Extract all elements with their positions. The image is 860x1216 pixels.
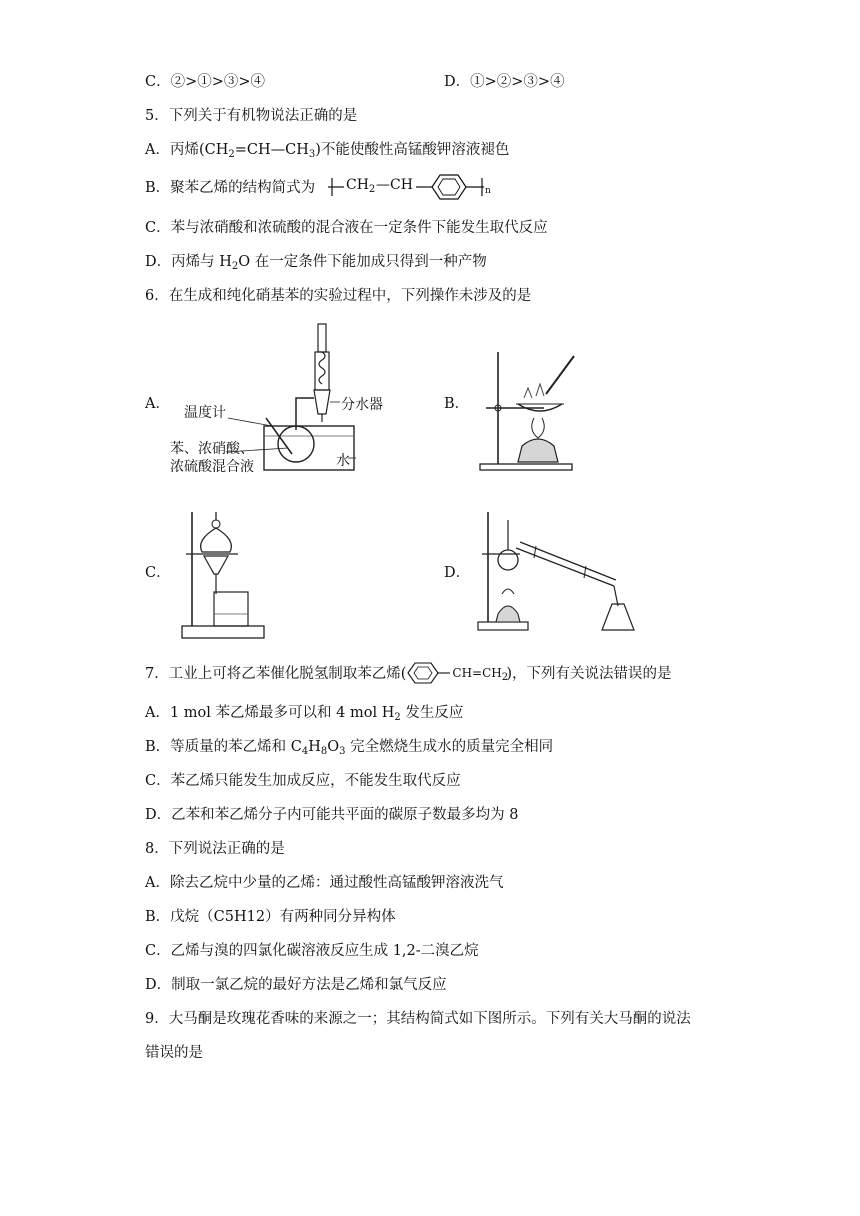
q4-option-c: C．②>①>③>④	[145, 74, 266, 90]
q9-stem-line2: 错误的是	[145, 1045, 203, 1061]
q5-option-b: B．聚苯乙烯的结构简式为	[145, 180, 316, 196]
formula-dash: —	[376, 177, 390, 193]
q8-option-a: A．除去乙烷中少量的乙烯：通过酸性高锰酸钾溶液洗气	[145, 875, 504, 891]
q7-option-c: C．苯乙烯只能发生加成反应，不能发生取代反应	[145, 773, 461, 789]
label-thermometer: 温度计	[184, 405, 226, 421]
q8-option-c: C．乙烯与溴的四氯化碳溶液反应生成 1,2-二溴乙烷	[145, 943, 479, 959]
q7-option-b: B．等质量的苯乙烯和 $C_4H_8O_3$ 完全燃烧生成水的质量完全相同	[145, 739, 554, 757]
figure-separatory-funnel	[180, 508, 270, 642]
q7-option-a: A．1 mol 苯乙烯最多可以和 4 mol $H_2$ 发生反应	[145, 705, 464, 723]
q7-option-d: D．乙苯和苯乙烯分子内可能共平面的碳原子数最多均为 8	[145, 807, 519, 823]
q9-stem-line1: 9．大马酮是玫瑰花香味的来源之一；其结构简式如下图所示。下列有关大马酮的说法	[145, 1011, 691, 1027]
q6-option-c-label: C．	[145, 565, 171, 581]
figure-evaporating-dish-heating	[478, 346, 588, 474]
styrene-formula: $CH=CH_2$	[406, 663, 506, 683]
q7-stem: 7．工业上可将乙苯催化脱氢制取苯乙烯( $CH=CH_2$ )，下列有关说法错误的是	[145, 663, 672, 684]
formula-subscript-n: n	[485, 186, 491, 196]
figure-distillation-apparatus	[476, 510, 636, 636]
q6-option-d-label: D．	[444, 565, 471, 581]
formula-ch2: $CH_2$	[346, 177, 376, 195]
q5-option-c: C．苯与浓硝酸和浓硫酸的混合液在一定条件下能发生取代反应	[145, 220, 548, 236]
q6-option-a-label: A．	[145, 396, 170, 412]
formula-ch: CH	[390, 177, 413, 193]
figure-nitration-apparatus	[168, 318, 383, 486]
q6-option-b-label: B．	[444, 396, 470, 412]
q5-option-a: A．丙烯$(CH_2=CH—CH_3)$不能使酸性高锰酸钾溶液褪色	[145, 142, 510, 160]
q6-stem: 6．在生成和纯化硝基苯的实验过程中，下列操作未涉及的是	[145, 288, 532, 304]
label-mixture-line1: 苯、浓硝酸、	[170, 441, 254, 457]
q8-stem: 8．下列说法正确的是	[145, 841, 285, 857]
q8-option-d: D．制取一氯乙烷的最好方法是乙烯和氯气反应	[145, 977, 447, 993]
q5-option-d: D．丙烯与 $H_2O$ 在一定条件下能加成只得到一种产物	[145, 254, 487, 272]
label-mixture-line2: 浓硫酸混合液	[170, 459, 254, 475]
polystyrene-formula	[326, 170, 498, 206]
q4-option-d: D．①>②>③>④	[444, 74, 565, 90]
label-water: 水	[336, 453, 350, 469]
q8-option-b: B．戊烷（C5H12）有两种同分异构体	[145, 909, 396, 925]
label-separator: 分水器	[341, 397, 383, 413]
q5-stem: 5．下列关于有机物说法正确的是	[145, 108, 358, 124]
